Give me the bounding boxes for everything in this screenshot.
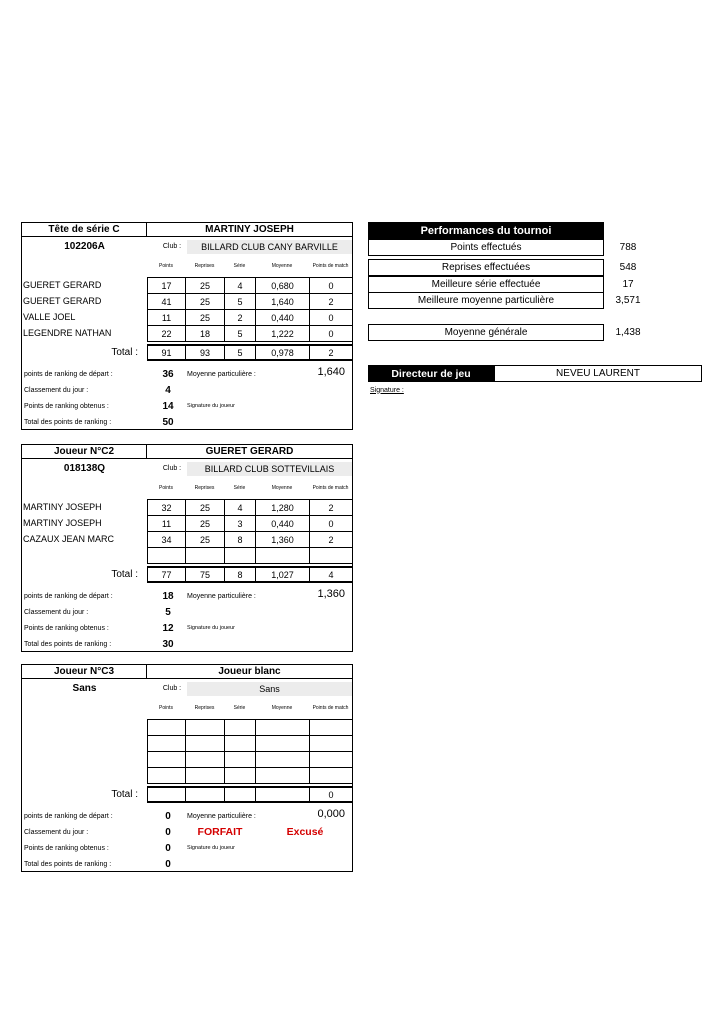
table-cell — [309, 751, 353, 768]
avg-label: Moyenne particulière : — [187, 370, 256, 378]
table-cell: 41 — [147, 293, 186, 310]
table-cell: 11 — [147, 515, 186, 532]
player-name: Joueur blanc — [147, 665, 352, 679]
perf-general-avg-label: Moyenne générale — [368, 324, 604, 341]
total-cell — [147, 786, 186, 803]
table-cell: 2 — [224, 309, 256, 326]
table-cell — [309, 547, 353, 564]
table-cell: 25 — [185, 277, 225, 294]
table-cell: 2 — [309, 499, 353, 516]
avg-value: 1,360 — [317, 588, 345, 600]
perf-best-serie-label: Meilleure série effectuée — [368, 276, 604, 293]
table-cell — [224, 751, 256, 768]
table-cell: 34 — [147, 531, 186, 548]
table-cell — [309, 767, 353, 784]
opponent-name: VALLE JOEL — [23, 312, 76, 322]
column-header: Moyenne — [271, 485, 293, 491]
license-number: 102206A — [64, 241, 105, 252]
table-cell: 32 — [147, 499, 186, 516]
perf-reprises-label: Reprises effectuées — [368, 259, 604, 276]
signature-label: Signature du joueur — [187, 845, 236, 851]
column-header: Points de match — [312, 705, 349, 711]
ranking-total-label: Total des points de ranking : — [24, 418, 112, 426]
table-cell: 4 — [224, 499, 256, 516]
forfait-label: FORFAIT — [197, 826, 243, 838]
table-cell: 11 — [147, 309, 186, 326]
avg-label: Moyenne particulière : — [187, 592, 256, 600]
ranking-start-label: points de ranking de départ : — [24, 812, 113, 820]
table-cell: 8 — [224, 531, 256, 548]
table-cell: 25 — [185, 515, 225, 532]
table-cell: 2 — [309, 293, 353, 310]
table-cell — [147, 547, 186, 564]
table-cell: 25 — [185, 499, 225, 516]
club-label: Club : — [162, 243, 182, 250]
performance-title: Performances du tournoi — [368, 222, 604, 239]
total-cell — [185, 786, 225, 803]
director-name: NEVEU LAURENT — [494, 365, 702, 382]
total-cell: 8 — [224, 566, 256, 583]
ranking-total-label: Total des points de ranking : — [24, 640, 112, 648]
opponent-name — [23, 767, 145, 783]
table-cell: 0,440 — [255, 515, 310, 532]
ranking-total-label: Total des points de ranking : — [24, 860, 112, 868]
opponent-name: GUERET GERARD — [23, 296, 102, 306]
signature-label: Signature du joueur — [187, 403, 236, 409]
table-cell: 0,440 — [255, 309, 310, 326]
excuse-label — [280, 605, 330, 619]
ranking-start-value: 0 — [165, 810, 171, 822]
card-left-title: Tête de série C — [22, 223, 147, 237]
player-name: MARTINY JOSEPH — [147, 223, 352, 237]
opponent-name — [23, 547, 145, 563]
ranking-start-label: points de ranking de départ : — [24, 592, 113, 600]
table-cell — [147, 735, 186, 752]
total-label: Total : — [111, 789, 138, 800]
ranking-total-value: 30 — [162, 638, 174, 650]
table-cell — [224, 767, 256, 784]
table-cell: 2 — [309, 531, 353, 548]
total-cell: 0 — [309, 786, 353, 803]
license-number: 018138Q — [63, 463, 106, 474]
table-cell: 5 — [224, 325, 256, 342]
table-cell — [147, 751, 186, 768]
table-cell — [224, 547, 256, 564]
perf-best-avg-label: Meilleure moyenne particulière — [368, 292, 604, 309]
class-label: Classement du jour : — [24, 828, 89, 836]
card-left-title: Joueur N°C3 — [22, 665, 147, 679]
ranking-total-value: 0 — [165, 858, 171, 870]
excuse-label — [280, 383, 330, 397]
table-cell — [185, 547, 225, 564]
ranking-start-value: 36 — [162, 368, 174, 380]
director-signature-label: Signature : — [370, 386, 404, 394]
table-cell — [309, 719, 353, 736]
club-label: Club : — [162, 465, 182, 472]
table-cell — [255, 767, 310, 784]
director-label: Directeur de jeu — [368, 365, 494, 382]
ranking-obtained-value: 14 — [162, 400, 174, 412]
perf-best-avg-value: 3,571 — [615, 295, 641, 306]
table-cell — [185, 767, 225, 784]
perf-points-value: 788 — [619, 242, 637, 253]
opponent-name: MARTINY JOSEPH — [23, 502, 102, 512]
class-label: Classement du jour : — [24, 386, 89, 394]
signature-label: Signature du joueur — [187, 625, 236, 631]
table-cell — [185, 735, 225, 752]
total-cell: 4 — [309, 566, 353, 583]
column-header: Reprises — [194, 485, 215, 491]
column-header: Moyenne — [271, 705, 293, 711]
table-cell: 1,360 — [255, 531, 310, 548]
club-label: Club : — [162, 685, 182, 692]
table-cell: 18 — [185, 325, 225, 342]
license-number: Sans — [72, 683, 97, 694]
column-header: Série — [233, 705, 246, 711]
column-header: Points — [159, 485, 173, 491]
total-cell — [255, 786, 310, 803]
opponent-name — [23, 735, 145, 751]
club-name: BILLARD CLUB SOTTEVILLAIS — [187, 462, 352, 476]
card-left-title: Joueur N°C2 — [22, 445, 147, 459]
column-header: Reprises — [194, 705, 215, 711]
total-cell: 91 — [147, 344, 186, 361]
total-cell: 2 — [309, 344, 353, 361]
table-cell: 0 — [309, 309, 353, 326]
table-cell: 0,680 — [255, 277, 310, 294]
ranking-start-label: points de ranking de départ : — [24, 370, 113, 378]
perf-general-avg-value: 1,438 — [615, 327, 641, 338]
column-header: Points de match — [312, 485, 349, 491]
table-cell: 0 — [309, 277, 353, 294]
table-cell — [147, 767, 186, 784]
column-header: Moyenne — [271, 263, 293, 269]
table-cell — [185, 751, 225, 768]
ranking-start-value: 18 — [162, 590, 174, 602]
total-label: Total : — [111, 569, 138, 580]
table-cell — [255, 547, 310, 564]
column-header: Points — [159, 705, 173, 711]
total-cell: 77 — [147, 566, 186, 583]
table-cell: 22 — [147, 325, 186, 342]
player-name: GUERET GERARD — [147, 445, 352, 459]
class-label: Classement du jour : — [24, 608, 89, 616]
table-cell — [224, 719, 256, 736]
avg-value: 1,640 — [317, 366, 345, 378]
table-cell — [224, 735, 256, 752]
column-header: Points — [159, 263, 173, 269]
table-cell: 1,640 — [255, 293, 310, 310]
ranking-obtained-label: Points de ranking obtenus : — [24, 844, 109, 852]
column-header: Points de match — [312, 263, 349, 269]
excuse-label: Excusé — [286, 826, 324, 838]
ranking-total-value: 50 — [162, 416, 174, 428]
table-cell — [147, 719, 186, 736]
perf-points-label: Points effectués — [368, 239, 604, 256]
forfait-label — [190, 383, 250, 397]
table-cell — [255, 719, 310, 736]
avg-value: 0,000 — [317, 808, 345, 820]
table-cell — [309, 735, 353, 752]
column-header: Série — [233, 263, 246, 269]
table-cell: 25 — [185, 309, 225, 326]
table-cell: 4 — [224, 277, 256, 294]
total-cell: 5 — [224, 344, 256, 361]
column-header: Série — [233, 485, 246, 491]
opponent-name: MARTINY JOSEPH — [23, 518, 102, 528]
table-cell: 3 — [224, 515, 256, 532]
forfait-label — [190, 605, 250, 619]
total-cell: 1,027 — [255, 566, 310, 583]
table-cell: 25 — [185, 293, 225, 310]
table-cell: 0 — [309, 325, 353, 342]
avg-label: Moyenne particulière : — [187, 812, 256, 820]
table-cell: 17 — [147, 277, 186, 294]
ranking-obtained-value: 12 — [162, 622, 174, 634]
perf-reprises-value: 548 — [619, 262, 637, 273]
opponent-name — [23, 751, 145, 767]
table-cell — [255, 751, 310, 768]
total-cell: 93 — [185, 344, 225, 361]
class-value: 4 — [165, 384, 171, 396]
ranking-obtained-label: Points de ranking obtenus : — [24, 402, 109, 410]
table-cell: 1,222 — [255, 325, 310, 342]
class-value: 5 — [165, 606, 171, 618]
ranking-obtained-value: 0 — [165, 842, 171, 854]
opponent-name: GUERET GERARD — [23, 280, 102, 290]
ranking-obtained-label: Points de ranking obtenus : — [24, 624, 109, 632]
table-cell: 0 — [309, 515, 353, 532]
column-header: Reprises — [194, 263, 215, 269]
total-cell: 75 — [185, 566, 225, 583]
table-cell — [255, 735, 310, 752]
class-value: 0 — [165, 826, 171, 838]
total-label: Total : — [111, 347, 138, 358]
opponent-name — [23, 719, 145, 735]
club-name: Sans — [187, 682, 352, 696]
perf-best-serie-value: 17 — [622, 279, 634, 290]
opponent-name: LEGENDRE NATHAN — [23, 328, 112, 338]
opponent-name: CAZAUX JEAN MARC — [23, 534, 115, 544]
table-cell: 5 — [224, 293, 256, 310]
club-name: BILLARD CLUB CANY BARVILLE — [187, 240, 352, 254]
total-cell — [224, 786, 256, 803]
total-cell: 0,978 — [255, 344, 310, 361]
table-cell: 1,280 — [255, 499, 310, 516]
table-cell — [185, 719, 225, 736]
table-cell: 25 — [185, 531, 225, 548]
